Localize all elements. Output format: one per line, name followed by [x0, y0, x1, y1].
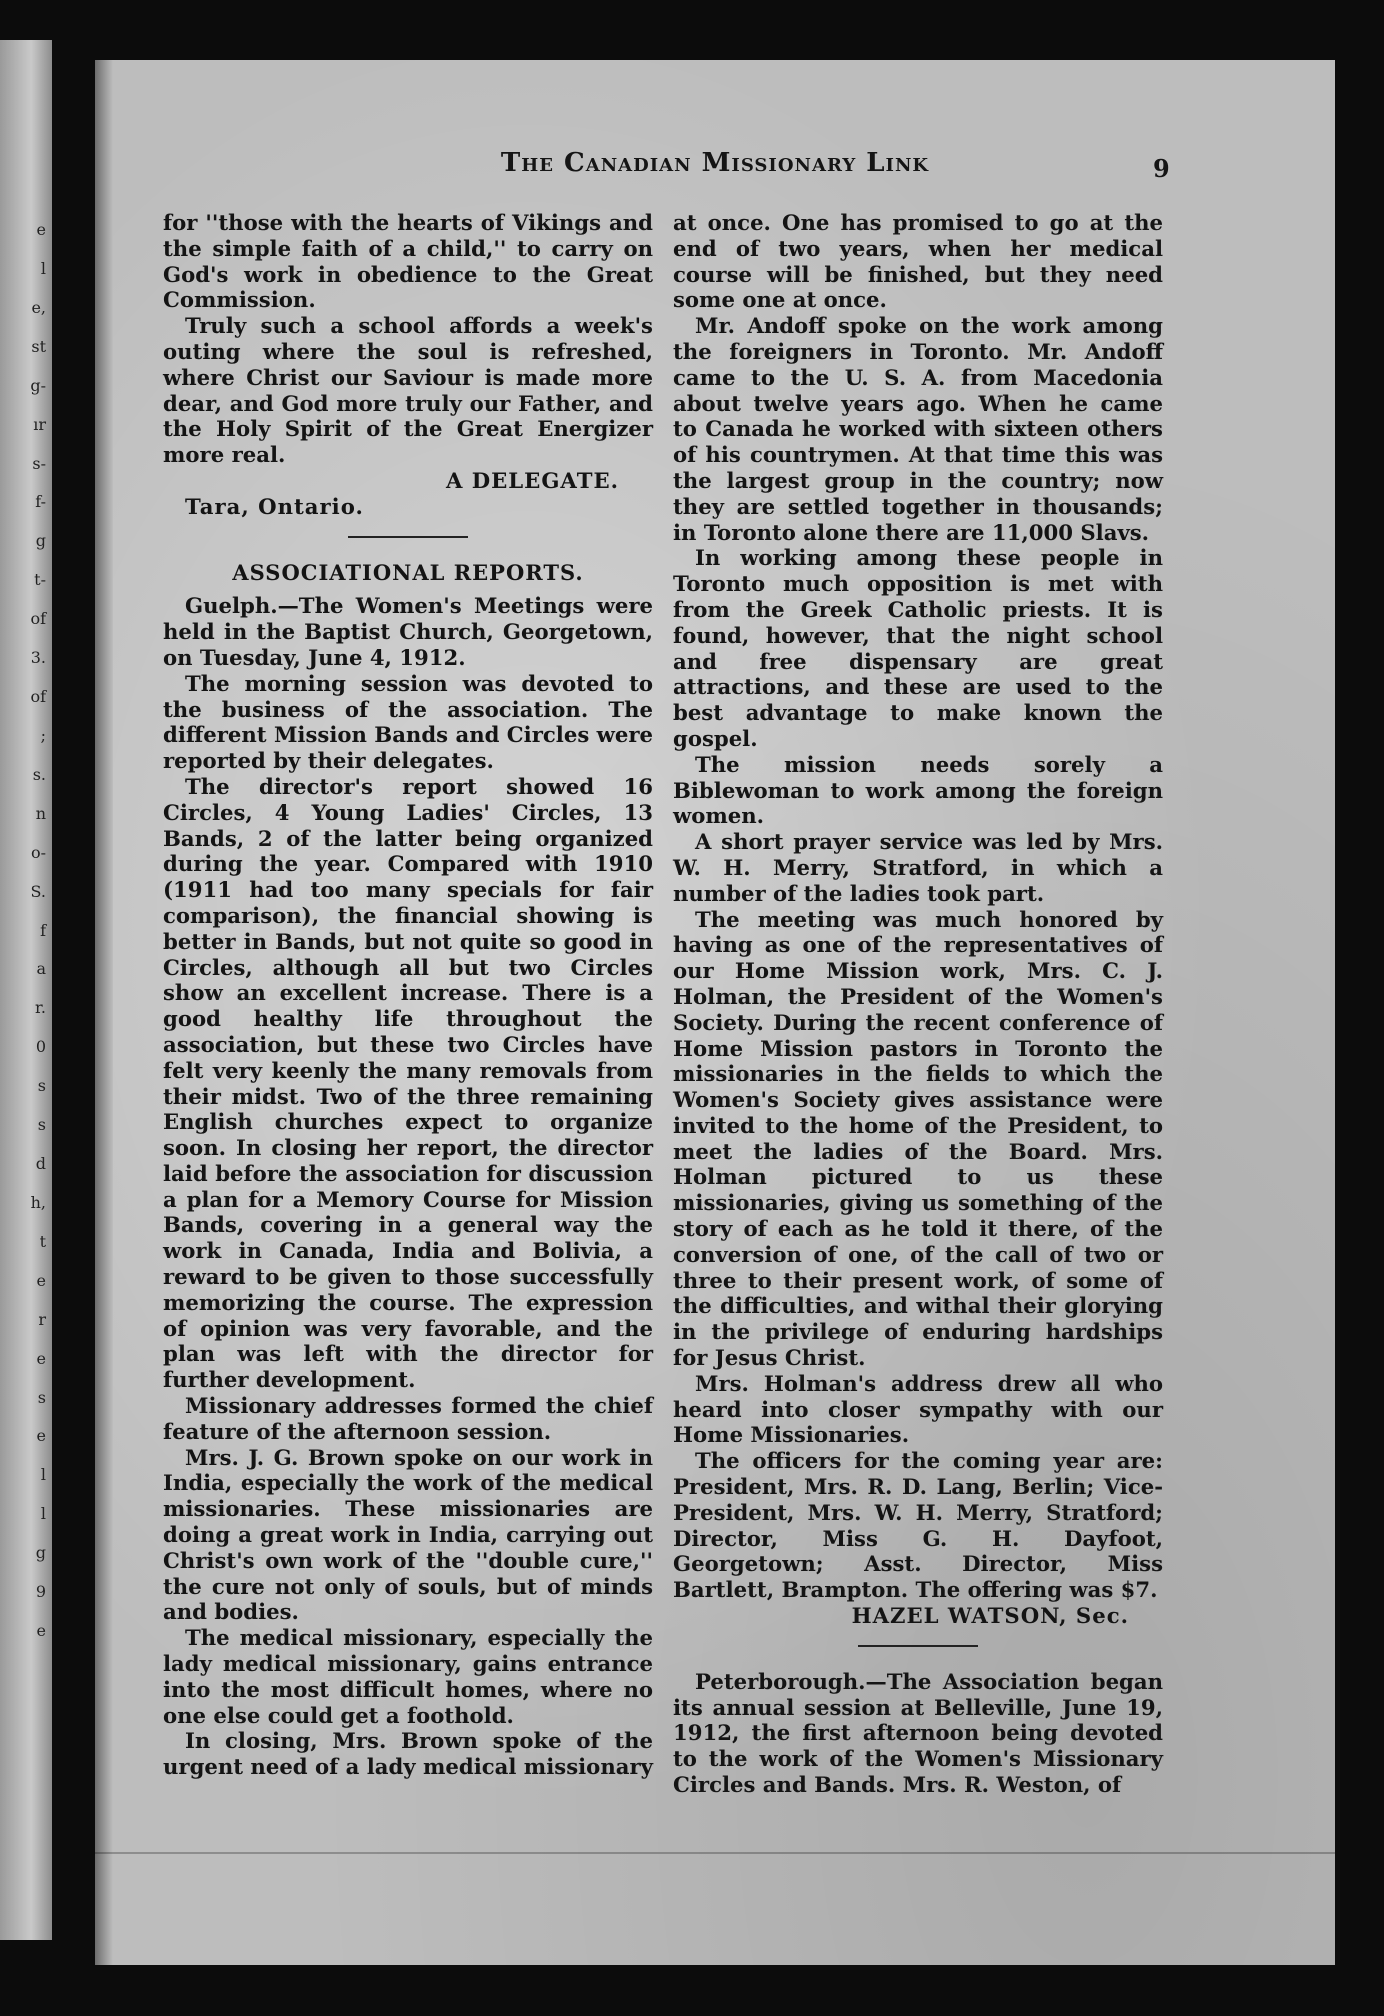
paragraph: The meeting was much honored by having as one of the representatives of our Home Mission work, Mrs. C. J. Holman, the President of the Women's Society. During the recent conference of Home Mission pastors in Toronto the missionaries in the fields to which the Women's Society gives assistance were invited to the home of the President, to meet the ladies of the Board. Mrs. Holman pictured to us these missionaries, giving us something of the story of each as he told it there, of the conversion of one, of the call of two or three to their present work, of some of the difficulties, and withal their glorying in the privilege of enduring hardships for Jesus Christ.: [673, 906, 1163, 1371]
margin-fragment: of: [30, 687, 46, 707]
margin-fragment: l: [40, 1504, 46, 1524]
previous-page-edge: [0, 40, 52, 1940]
divider-rule: [858, 1645, 978, 1647]
margin-fragment: s: [37, 1387, 46, 1407]
margin-fragment: f: [40, 920, 46, 940]
page-number: 9: [1153, 154, 1170, 183]
signature: A DELEGATE.: [445, 467, 619, 493]
paragraph: In closing, Mrs. Brown spoke of the urgent need of a lady medical missionary: [163, 1728, 653, 1780]
page-header: [95, 148, 1335, 188]
margin-fragment: 9: [35, 1582, 46, 1602]
margin-fragment: 3.: [30, 648, 46, 668]
paragraph: Missionary addresses formed the chief feature of the afternoon session.: [163, 1393, 653, 1444]
margin-fragment: e: [36, 1426, 46, 1446]
margin-fragment: e: [36, 1270, 46, 1290]
margin-fragment: r.: [35, 998, 46, 1018]
margin-fragment: s: [37, 1115, 46, 1135]
margin-fragment: e: [36, 220, 46, 239]
page-fold-line: [95, 1852, 1335, 1854]
margin-fragment: e: [36, 1621, 46, 1641]
paragraph: Mr. Andoff spoke on the work among the foreigners in Toronto. Mr. Andoff came to the U. S. A. from Macedonia about twelve years ago. When he came to Canada he worked with sixteen others of his countrymen. At that time this was the largest group in the country; now they are settled together in thousands; in Toronto alone there are 11,000 Slavs.: [673, 313, 1163, 545]
margin-fragment: d: [35, 1154, 46, 1174]
paragraph: Mrs. J. G. Brown spoke on our work in India, especially the work of the medical missionaries. These missionaries are doing a great work in India, carrying out Christ's own work of the ''double cure,'' the cure not only of souls, but of minds and bodies.: [163, 1444, 653, 1625]
paragraph: Truly such a school affords a week's outing where the soul is refreshed, where Christ our Saviour is made more dear, and God more truly our Father, and the Holy Spirit of the Great Energizer more real.: [163, 313, 653, 468]
divider-rule: [348, 536, 468, 538]
margin-fragment: st: [31, 336, 46, 356]
paragraph: Peterborough.—The Association began its annual session at Belleville, June 19, 1912, the first afternoon being devoted to the work of the Women's Missionary Circles and Bands. Mrs. R. Weston, of: [673, 1668, 1163, 1798]
paragraph: The director's report showed 16 Circles, 4 Young Ladies' Circles, 13 Bands, 2 of the latter being organized during the year. Compared with 1910 (1911 had too many specials for fair comparison), the financial showing is better in Bands, but not quite so good in Circles, although all but two Circles show an excellent increase. There is a good healthy life throughout the association, but these two Circles have felt very keenly the many removals from their midst. Two of the three remaining English churches expect to organize soon. In closing her report, the director laid before the association for discussion a plan for a Memory Course for Mission Bands, covering in a general way the work in Canada, India and Bolivia, a reward to be given to those successfully memorizing the course. The expression of opinion was very favorable, and the plan was left with the director for further development.: [163, 773, 653, 1393]
section-heading: ASSOCIATIONAL REPORTS.: [232, 559, 584, 585]
margin-fragment: s.: [32, 764, 46, 784]
paragraph: A short prayer service was led by Mrs. W. H. Merry, Stratford, in which a number of the ladies took part.: [673, 829, 1163, 906]
margin-fragment: h,: [30, 1192, 46, 1212]
margin-fragment: g-: [30, 375, 46, 395]
margin-fragment: e: [36, 1348, 46, 1368]
margin-fragment: 0: [35, 1037, 46, 1057]
margin-fragment: g: [35, 1543, 46, 1563]
signature: HAZEL WATSON, Sec.: [851, 1603, 1129, 1629]
margin-fragment: o-: [30, 842, 46, 862]
journal-title: The Canadian Missionary Link: [500, 148, 930, 178]
paragraph: Guelph.—The Women's Meetings were held in the Baptist Church, Georgetown, on Tuesday, June 4, 1912.: [163, 593, 653, 670]
margin-fragment: g: [35, 531, 46, 551]
paragraph: The medical missionary, especially the lady medical missionary, gains entrance into the most difficult homes, where no one else could get a foothold.: [163, 1625, 653, 1728]
right-column: [673, 210, 1163, 1798]
margin-fragment: s-: [32, 453, 46, 473]
margin-fragment: ır: [33, 414, 46, 434]
paragraph: for ''those with the hearts of Vikings and the simple faith of a child,'' to carry on God's work in obedience to the Great Commission.: [163, 210, 653, 313]
margin-fragment: a: [36, 959, 46, 979]
margin-fragment: r: [38, 1309, 46, 1329]
margin-fragment: t: [39, 1231, 46, 1251]
paragraph: at once. One has promised to go at the end of two years, when her medical course will be finished, but they need some one at once.: [673, 210, 1163, 313]
margin-fragment: s: [37, 1076, 46, 1096]
paragraph: The morning session was devoted to the business of the association. The different Mission Bands and Circles were reported by their delegates.: [163, 670, 653, 774]
place-line: Tara, Ontario.: [185, 493, 364, 519]
newspaper-page: [95, 60, 1335, 1965]
paragraph: Mrs. Holman's address drew all who heard into closer sympathy with our Home Missionaries.: [673, 1370, 1163, 1448]
margin-fragment: ;: [40, 725, 46, 745]
margin-fragment: n: [35, 803, 46, 823]
margin-fragment: l: [40, 1465, 46, 1485]
left-column: [163, 210, 653, 1780]
margin-fragment: S.: [30, 881, 46, 901]
margin-fragment: l: [40, 258, 46, 278]
paragraph: In working among these people in Toronto much opposition is met with from the Greek Catholic priests. It is found, however, that the night school and free dispensary are great attractions, and these are used to the best advantage to make known the gospel.: [673, 545, 1163, 751]
margin-fragment: e,: [31, 297, 46, 317]
margin-fragment: t-: [34, 570, 46, 590]
paragraph: The officers for the coming year are: President, Mrs. R. D. Lang, Berlin; Vice-President, Mrs. W. H. Merry, Stratford; Director, Miss G. H. Dayfoot, Georgetown; Asst. Director, Miss Bartlett, Brampton. The offering was $7.: [673, 1448, 1163, 1603]
margin-fragment: f-: [35, 492, 46, 512]
paragraph: The mission needs sorely a Biblewoman to work among the foreign women.: [673, 751, 1163, 829]
margin-fragment: of: [30, 609, 46, 629]
